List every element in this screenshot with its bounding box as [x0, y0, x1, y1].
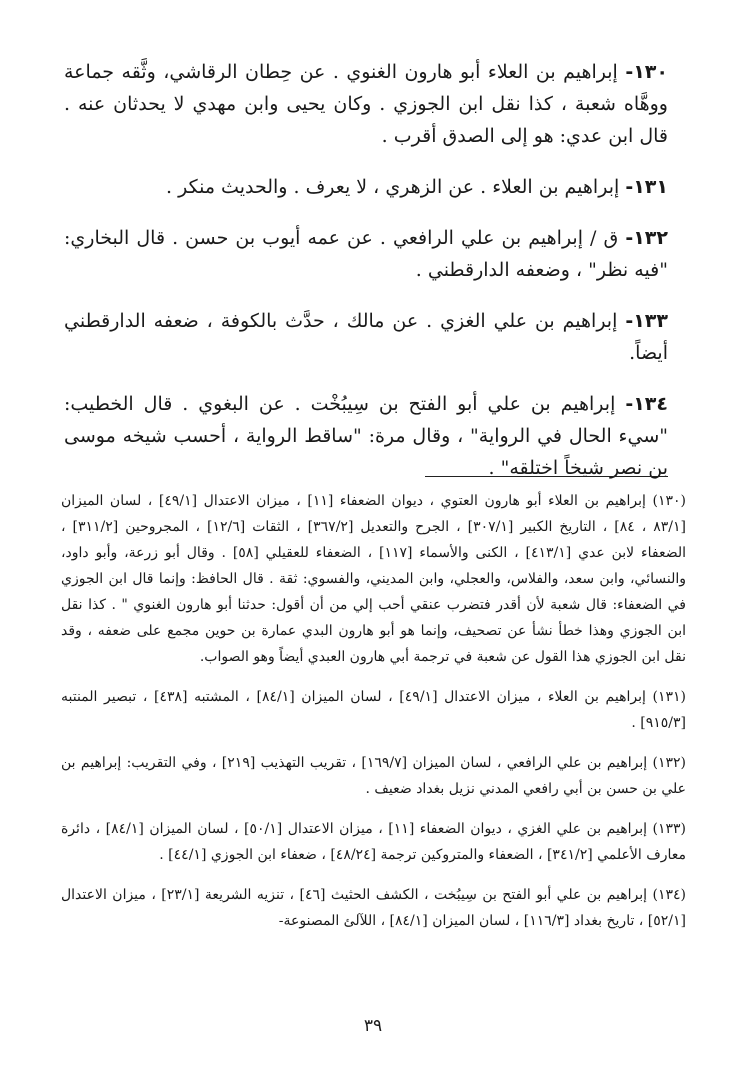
entry-number: ١٣٢- — [625, 227, 668, 249]
entry-number: ١٣١- — [625, 176, 668, 198]
entry-text: إبراهيم بن علي الغزي . عن مالك ، حدَّث بالكوفة ، ضعفه الدارقطني أيضاً. — [64, 310, 668, 364]
entry-133 — [64, 305, 668, 369]
footnote-divider — [425, 476, 668, 477]
entry-number: ١٣٣- — [625, 310, 668, 332]
entry-text: إبراهيم بن العلاء أبو هارون الغنوي . عن حِطان الرقاشي، وثَّقه جماعة ووهَّاه شعبة ، كذا نقل ابن الجوزي . وكان يحيى وابن مهدي لا يحدثان عنه . قال ابن عدي: هو إلى الصدق أقرب . — [64, 61, 668, 147]
footnote-132: (١٣٢) إبراهيم بن علي الرافعي ، لسان الميزان [١٦٩/٧] ، تقريب التهذيب [٢١٩] ، وفي التقريب: إبراهيم بن علي بن حسن بن أبي رافعي المدني نزيل بغداد ضعيف . — [61, 755, 687, 797]
entry-130 — [64, 56, 668, 152]
page-number: ٣٩ — [363, 1016, 383, 1036]
entry-number: ١٣٤- — [625, 393, 668, 415]
footnote-134: (١٣٤) إبراهيم بن علي أبو الفتح بن سِيبُخت ، الكشف الحثيث [٤٦] ، تنزيه الشريعة [٢٣/١] ، ميزان الاعتدال [٥٢/١] ، تاريخ بغداد [١١٦/٣] ، لسان الميزان [٨٤/١] ، اللآلئ المصنوعة- — [61, 887, 686, 929]
footnote-131: (١٣١) إبراهيم بن العلاء ، ميزان الاعتدال [٤٩/١] ، لسان الميزان [٨٤/١] ، المشتبه [٤٣٨] ، تبصير المنتبه [٩١٥/٣] . — [61, 689, 686, 731]
entry-text: إبراهيم بن علي أبو الفتح بن سِيبُخْت . عن البغوي . قال الخطيب: "سيء الحال في الرواية" ، وقال مرة: "ساقط الرواية ، أحسب شيخه موسى بن نصر شيخاً اختلقه" . — [64, 393, 668, 479]
entry-134 — [64, 388, 668, 484]
entry-text: إبراهيم بن العلاء . عن الزهري ، لا يعرف . والحديث منكر . — [166, 176, 620, 198]
footnotes — [61, 488, 686, 940]
main-text — [64, 56, 668, 500]
entry-text: ق / إبراهيم بن علي الرافعي . عن عمه أيوب بن حسن . قال البخاري: "فيه نظر" ، وضعفه الدارقطني . — [64, 227, 668, 281]
entry-132 — [64, 222, 668, 286]
entry-number: ١٣٠- — [625, 61, 668, 83]
footnote-130: (١٣٠) إبراهيم بن العلاء أبو هارون العتوي ، ديوان الضعفاء [١١] ، ميزان الاعتدال [٤٩/١] ، لسان الميزان [٨٣/١ ، ٨٤] ، التاريخ الكبير [٣٠٧/١] ، الجرح والتعديل [٣٦٧/٢] ، الثقات [١٢/٦] ، المجروحين [٣١١/٢] ، الضعفاء لابن عدي [٤١٣/١] ، الكنى والأسماء [١١٧] ، الضعفاء للعقيلي [٥٨] . وقال أبو زرعة، وأبو داود، والنسائي، وابن سعد، والفلاس، والعجلي، وابن المديني، والفسوي: ثقة . قال الحافظ: وإنما قال ابن الجوزي في الضعفاء: قال شعبة لأن أقدر فتضرب عنقي أحب إلي من أن أقول: حدثنا أبو هارون الغنوي " . كذا نقل ابن الجوزي وهذا خطأ نشأ عن تصحيف، وإنما هو أبو هارون البدي عمارة بن حوين مجمع على ضعفه ، وقد نقل ابن الجوزي هذا القول عن شعبة في ترجمة أبي هارون العبدي أيضاً وهو الصواب. — [61, 493, 686, 665]
footnote-133: (١٣٣) إبراهيم بن علي الغزي ، ديوان الضعفاء [١١] ، ميزان الاعتدال [٥٠/١] ، لسان الميزان [٨٤/١] ، دائرة معارف الأعلمي [٣٤١/٢] ، الضعفاء والمتروكين ترجمة [٤٨/٢٤] ، ضعفاء ابن الجوزي [٤٤/١] . — [61, 821, 686, 863]
entry-131 — [64, 171, 668, 203]
